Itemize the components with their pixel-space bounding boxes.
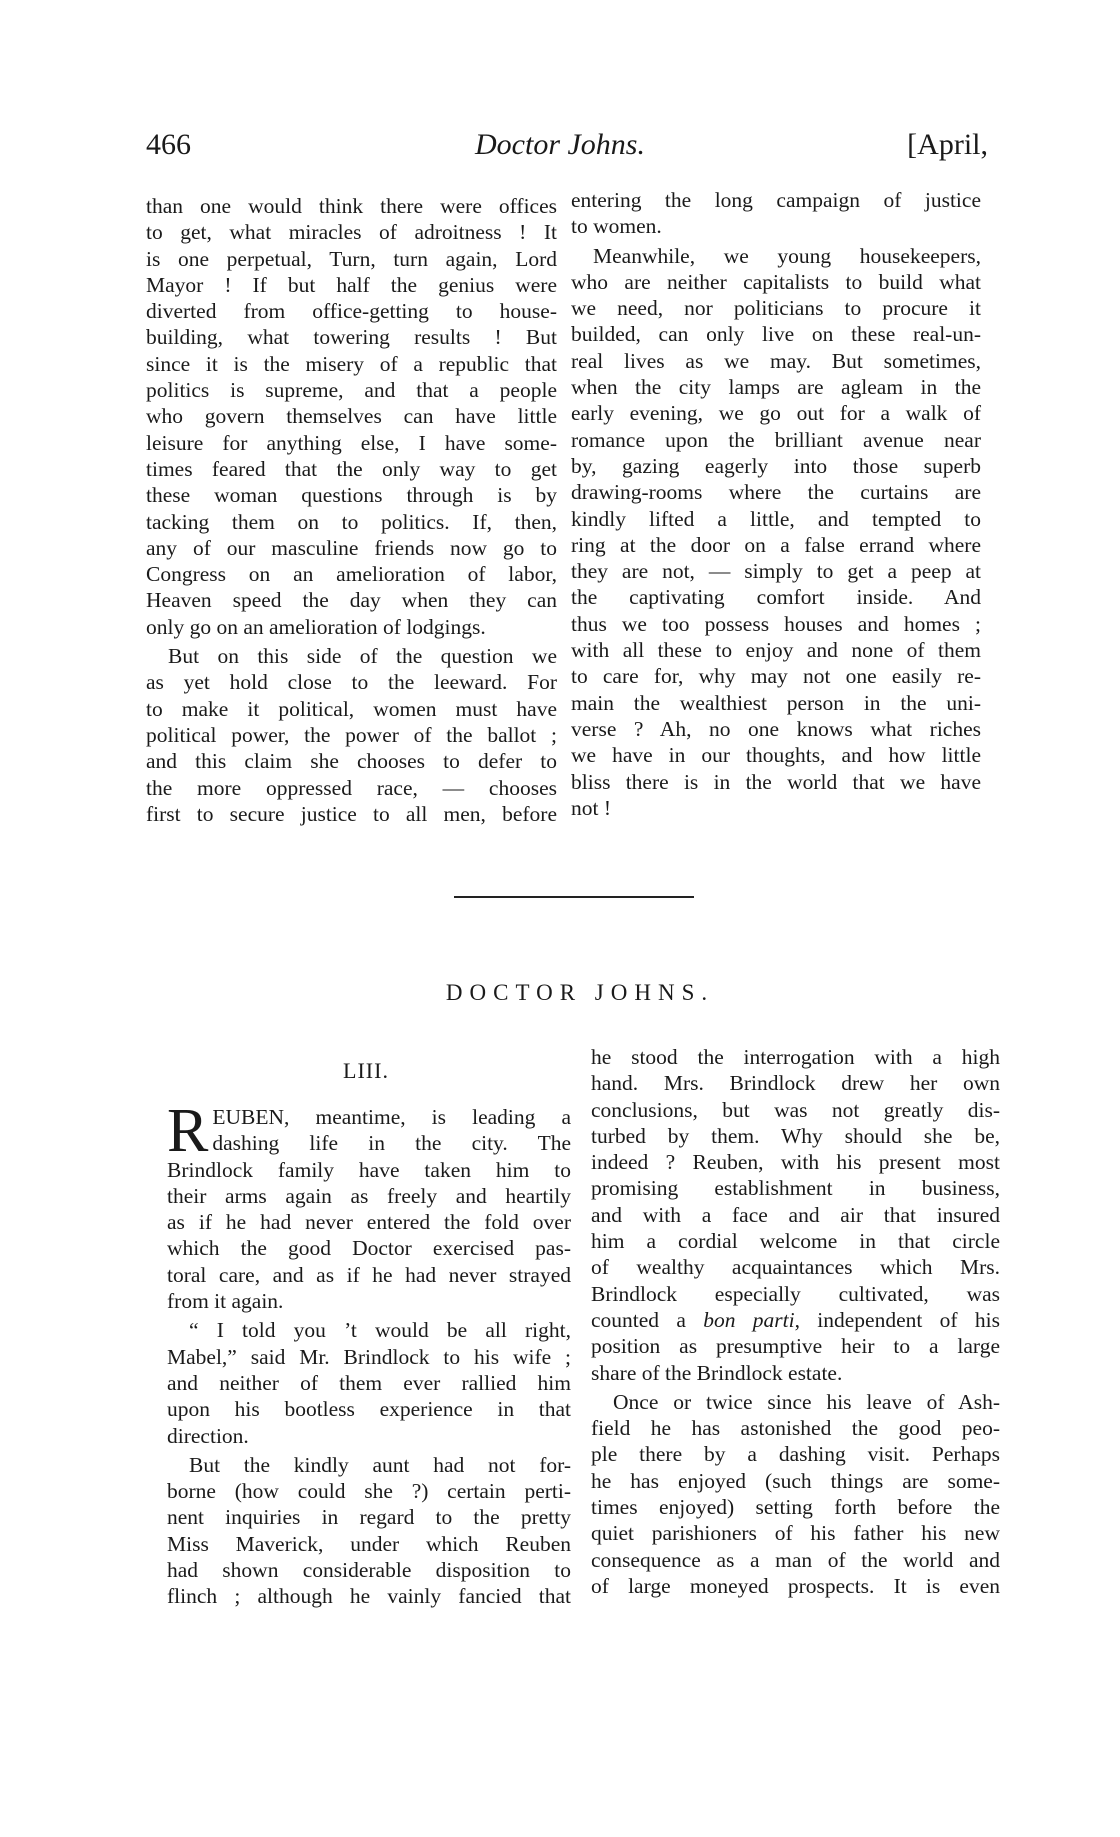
text-line: verse ? Ah, no one knows what riches [571,716,981,741]
page-number: 466 [146,128,191,161]
running-title: Doctor Johns. [475,128,645,161]
text-line: early evening, we go out for a walk of [571,401,981,426]
text-line: thus we too possess houses and homes ; [571,611,981,636]
text-line: toral care, and as if he had never strayed [167,1262,571,1287]
text-line: they are not, — simply to get a peep at [571,559,981,584]
text-line: But on this side of the question we [168,644,557,669]
text-line: Mabel,” said Mr. Brindlock to his wife ; [167,1344,571,1369]
text-line: position as presumptive heir to a large [591,1334,1000,1359]
text-line: political power, the power of the ballot ; [146,722,557,747]
text-line: these woman questions through is by [146,483,557,508]
text-line: only go on an amelioration of lodgings. [146,614,486,639]
text-line: he has enjoyed (such things are some- [591,1468,1000,1493]
chapter-heading: LIII. [343,1058,389,1083]
text-line: as if he had never entered the fold over [167,1210,571,1235]
text-line: since it is the misery of a republic that [146,351,557,376]
text-line: Once or twice since his leave of Ash- [613,1389,1000,1414]
text-segment: counted a [591,1307,704,1332]
text-line: who govern themselves can have little [146,404,557,429]
text-line: Brindlock family have taken him to [167,1157,571,1182]
text-line: of wealthy acquaintances which Mrs. [591,1255,1000,1280]
text-line: first to secure justice to all men, before [146,801,557,826]
text-line: main the wealthiest person in the uni- [571,690,981,715]
text-line: indeed ? Reuben, with his present most [591,1150,1000,1175]
text-line: had shown considerable disposition to [167,1558,571,1583]
text-line: building, what towering results ! But [146,325,557,350]
text-line: to care for, why may not one easily re- [571,664,981,689]
text-line [591,1307,1000,1333]
drop-cap: R [167,1097,209,1165]
text-line: their arms again as freely and heartily [167,1183,571,1208]
text-line: is one perpetual, Turn, turn again, Lord [146,246,557,271]
lower-right-column [591,1044,1000,1599]
text-line: as yet hold close to the leeward. For [146,670,557,695]
text-line: Congress on an amelioration of labor, [146,562,557,587]
text-line: diverted from office-getting to house- [146,299,557,324]
text-line: quiet parishioners of his father his new [591,1521,1000,1546]
text-line: ring at the door on a false errand where [571,532,981,557]
text-line: dashing life in the city. The [212,1131,571,1156]
text-line: turbed by them. Why should she be, [591,1123,1000,1148]
text-line: to get, what miracles of adroitness ! It [146,220,557,245]
text-line: consequence as a man of the world and [591,1547,1000,1572]
text-line: from it again. [167,1289,284,1314]
upper-right-column [571,187,981,821]
text-line: we have in our thoughts, and how little [571,743,981,768]
text-line: share of the Brindlock estate. [591,1360,843,1385]
text-line: romance upon the brilliant avenue near [571,427,981,452]
text-line: which the good Doctor exercised pas- [167,1236,571,1261]
text-line: field he has astonished the good peo- [591,1416,1000,1441]
text-line: by, gazing eagerly into those superb [571,453,981,478]
text-line: any of our masculine friends now go to [146,535,557,560]
section-divider [454,896,694,898]
text-line: “ I told you ’t would be all right, [189,1318,571,1343]
text-line: builded, can only live on these real-un- [571,322,981,347]
text-line: times enjoyed) setting forth before the [591,1495,1000,1520]
text-line: tacking them on to politics. If, then, [146,509,557,534]
text-line: flinch ; although he vainly fancied that [167,1584,571,1609]
text-line: Miss Maverick, under which Reuben [167,1531,571,1556]
article-title: DOCTOR JOHNS. [445,980,715,1005]
text-line: with all these to enjoy and none of them [571,638,981,663]
text-line: Meanwhile, we young housekeepers, [593,243,981,268]
text-line: hand. Mrs. Brindlock drew her own [591,1071,1000,1096]
lower-left-column [167,1097,571,1610]
text-line: nent inquiries in regard to the pretty [167,1505,571,1530]
text-line: bliss there is in the world that we have [571,769,981,794]
text-line: conclusions, but was not greatly dis- [591,1097,1000,1122]
text-line: direction. [167,1423,249,1448]
text-line: and with a face and air that insured [591,1202,1000,1227]
upper-left-column [146,193,557,827]
running-month: [April, [907,128,988,161]
text-line: borne (how could she ?) certain perti- [167,1479,571,1504]
text-line: he stood the interrogation with a high [591,1045,1000,1069]
text-line: leisure for anything else, I have some- [146,430,557,455]
text-line: Heaven speed the day when they can [146,588,557,613]
text-line: upon his bootless experience in that [167,1397,571,1422]
text-line: promising establishment in business, [591,1176,1000,1201]
italic-phrase: bon parti [703,1307,795,1332]
text-line: Mayor ! If but half the genius were [146,272,557,297]
text-line: not ! [571,795,612,820]
text-line: EUBEN, meantime, is leading a [212,1105,571,1129]
text-line: the captivating comfort inside. And [571,585,981,610]
text-line: him a cordial welcome in that circle [591,1229,1000,1254]
text-line: than one would think there were offices [146,194,557,218]
text-line: But the kindly aunt had not for- [189,1452,571,1477]
text-line: to make it political, women must have [146,696,557,721]
text-line: times feared that the only way to get [146,456,557,481]
text-line: and neither of them ever rallied him [167,1370,571,1395]
text-line: when the city lamps are agleam in the [571,375,981,400]
text-line: drawing-rooms where the curtains are [571,480,981,505]
text-line: we need, nor politicians to procure it [571,296,981,321]
text-line: of large moneyed prospects. It is even [591,1573,1000,1598]
text-line: the more oppressed race, — chooses [146,775,557,800]
text-line: ple there by a dashing visit. Perhaps [591,1442,1000,1467]
text-line: and this claim she chooses to defer to [146,749,557,774]
text-line: kindly lifted a little, and tempted to [571,506,981,531]
text-line: entering the long campaign of justice [571,188,981,212]
text-line: to women. [571,214,662,239]
text-line: politics is supreme, and that a people [146,378,557,403]
text-line: real lives as we may. But sometimes, [571,348,981,373]
text-segment: , independent of his [794,1307,1000,1332]
text-line: Brindlock especially cultivated, was [591,1281,1000,1306]
text-line: who are neither capitalists to build what [571,269,981,294]
